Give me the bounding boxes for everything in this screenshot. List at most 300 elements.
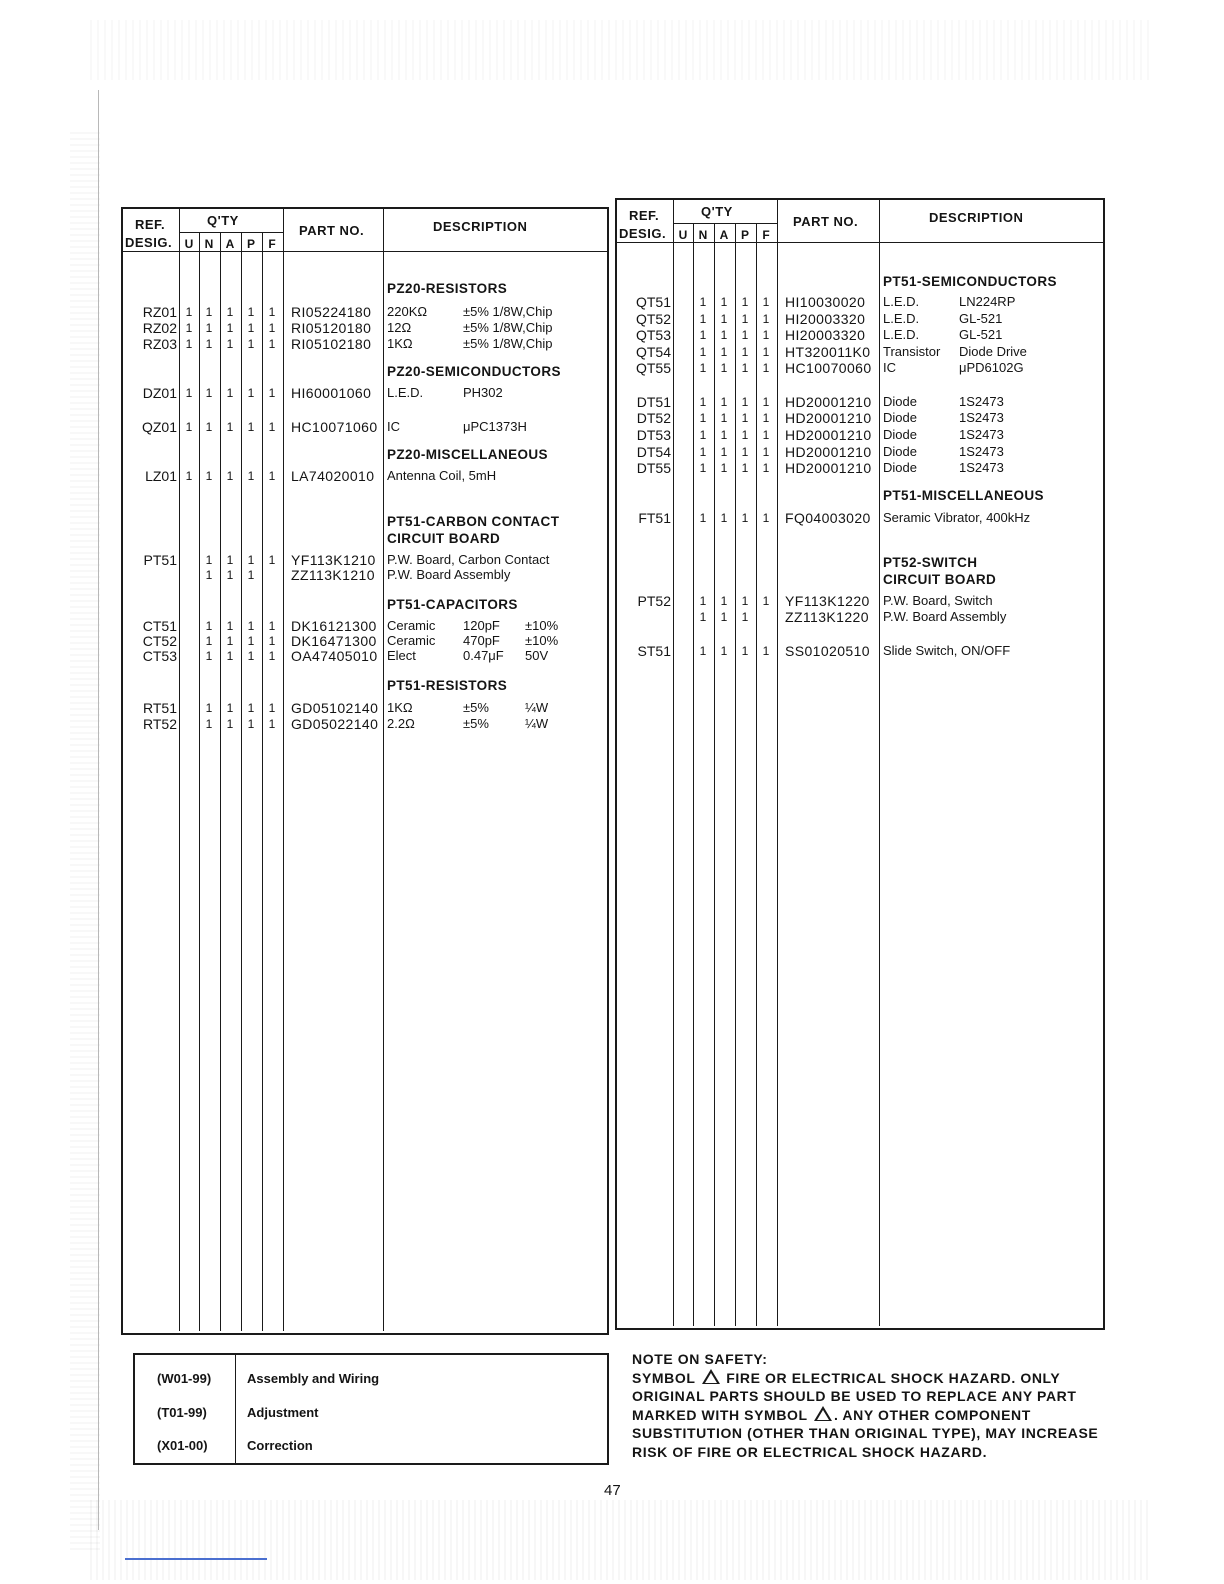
qty-cell: 1 — [247, 305, 255, 319]
qty-cell: 1 — [699, 428, 707, 442]
description-part: P.W. Board, Switch — [883, 593, 993, 608]
qty-cell: 1 — [226, 386, 234, 400]
table-row — [121, 385, 609, 401]
scan-noise-top — [90, 20, 1150, 80]
qty-cell: 1 — [741, 594, 749, 608]
description-part: L.E.D. — [883, 327, 920, 342]
description-part: L.E.D. — [883, 311, 920, 326]
qty-cell: 1 — [268, 469, 276, 483]
warning-triangle-icon — [814, 1406, 832, 1421]
qty-cell: 1 — [699, 461, 707, 475]
qty-cell: 1 — [720, 312, 728, 326]
description-part: Antenna Coil, 5mH — [387, 468, 497, 483]
safety-note-title: NOTE ON SAFETY: — [632, 1351, 768, 1367]
qty-cell: 1 — [205, 619, 213, 633]
qty-cell: 1 — [268, 337, 276, 351]
header-qty-col: F — [268, 237, 276, 251]
ref-designator: FT51 — [638, 510, 671, 526]
section-title: PZ20-RESISTORS — [387, 281, 508, 296]
parts-table-right — [615, 198, 1105, 1330]
ref-designator: RT51 — [143, 700, 177, 716]
qty-cell: 1 — [268, 553, 276, 567]
qty-cell: 1 — [205, 634, 213, 648]
description-part: Diode — [883, 427, 917, 442]
qty-cell: 1 — [762, 361, 770, 375]
description — [387, 320, 587, 336]
qty-cell: 1 — [741, 328, 749, 342]
description-part: Transistor — [883, 344, 941, 359]
ref-designator: PT51 — [143, 552, 177, 568]
header-qty-col: P — [740, 228, 749, 242]
qty-cell: 1 — [205, 553, 213, 567]
table-row — [615, 327, 1105, 343]
ref-designator: DT54 — [636, 444, 671, 460]
description-part: GL-521 — [959, 327, 1003, 342]
qty-cell: 1 — [720, 511, 728, 525]
header-ref: REF. — [629, 208, 660, 223]
qty-cell: 1 — [205, 717, 213, 731]
section-title: CIRCUIT BOARD — [883, 572, 997, 587]
qty-cell: 1 — [205, 321, 213, 335]
part-number: FQ04003020 — [785, 510, 871, 526]
description — [387, 700, 587, 716]
qty-cell: 1 — [762, 312, 770, 326]
qty-cell: 1 — [762, 461, 770, 475]
qty-cell: 1 — [185, 305, 193, 319]
description — [883, 360, 1024, 376]
qty-cell: 1 — [741, 610, 749, 624]
description — [387, 419, 587, 435]
part-number: YF113K1220 — [785, 593, 870, 609]
section-title: PT51-SEMICONDUCTORS — [883, 274, 1057, 289]
part-number: HT320011K0 — [785, 344, 871, 360]
ref-designator: RT52 — [143, 716, 177, 732]
table-row — [121, 567, 609, 583]
legend-text: Adjustment — [247, 1405, 319, 1420]
qty-cell: 1 — [247, 568, 255, 582]
qty-cell: 1 — [699, 594, 707, 608]
qty-cell: 1 — [226, 649, 234, 663]
description — [883, 410, 1021, 426]
description-part: μPD6102G — [959, 360, 1024, 375]
qty-cell: 1 — [226, 568, 234, 582]
part-number: YF113K1210 — [291, 552, 376, 568]
description-part: ¼W — [525, 700, 549, 715]
scan-noise-bottom — [90, 1500, 1150, 1580]
section-title: PZ20-MISCELLANEOUS — [387, 447, 548, 462]
description-part: Ceramic — [387, 633, 436, 648]
qty-cell: 1 — [762, 295, 770, 309]
qty-cell: 1 — [226, 305, 234, 319]
description-part: Elect — [387, 648, 416, 663]
qty-cell: 1 — [247, 701, 255, 715]
qty-cell: 1 — [699, 395, 707, 409]
table-row — [121, 633, 609, 649]
qty-cell: 1 — [205, 701, 213, 715]
parts-table-left — [121, 207, 609, 1335]
description — [883, 444, 1021, 460]
qty-cell: 1 — [247, 420, 255, 434]
qty-cell: 1 — [741, 361, 749, 375]
qty-cell: 1 — [741, 461, 749, 475]
part-number: RI05102180 — [291, 336, 372, 352]
column-rule — [693, 223, 694, 1326]
header-rule — [673, 223, 777, 224]
qty-cell: 1 — [268, 649, 276, 663]
qty-cell: 1 — [762, 511, 770, 525]
header-part-no: PART NO. — [299, 223, 365, 238]
part-number: HI20003320 — [785, 311, 866, 327]
qty-cell: 1 — [268, 634, 276, 648]
section-title: PZ20-SEMICONDUCTORS — [387, 364, 561, 379]
safety-note — [632, 1350, 1104, 1461]
qty-cell: 1 — [741, 312, 749, 326]
qty-cell: 1 — [699, 328, 707, 342]
description-part: 1S2473 — [959, 427, 1004, 442]
qty-cell: 1 — [226, 553, 234, 567]
header-qty-col: N — [698, 228, 708, 242]
description-part: Diode — [883, 394, 917, 409]
part-number: HI10030020 — [785, 294, 866, 310]
header-qty-col: F — [762, 228, 770, 242]
qty-cell: 1 — [720, 328, 728, 342]
description — [387, 648, 587, 664]
description-part: 12Ω — [387, 320, 412, 335]
description-part: 120pF — [463, 618, 500, 633]
description-part: Diode — [883, 460, 917, 475]
ref-designator: QT53 — [635, 327, 671, 343]
part-number: SS01020510 — [785, 643, 870, 659]
header-rule — [179, 232, 283, 233]
ref-designator: DT51 — [636, 394, 671, 410]
qty-cell: 1 — [762, 644, 770, 658]
qty-cell: 1 — [741, 345, 749, 359]
description-part: ±10% — [525, 633, 559, 648]
description — [883, 294, 1021, 310]
description-part: Slide Switch, ON/OFF — [883, 643, 1011, 658]
ref-designator: CT53 — [142, 648, 177, 664]
legend-code: (T01-99) — [157, 1405, 207, 1420]
part-number: HC10070060 — [785, 360, 872, 376]
qty-cell: 1 — [268, 386, 276, 400]
description-part: LN224RP — [959, 294, 1016, 309]
description-part: 470pF — [463, 633, 500, 648]
description — [387, 336, 587, 352]
qty-cell: 1 — [720, 395, 728, 409]
qty-cell: 1 — [720, 361, 728, 375]
header-qty-col: P — [246, 237, 255, 251]
part-number: ZZ113K1220 — [785, 609, 869, 625]
section-title: PT51-MISCELLANEOUS — [883, 488, 1044, 503]
description — [387, 618, 587, 634]
qty-cell: 1 — [762, 395, 770, 409]
qty-cell: 1 — [762, 594, 770, 608]
ref-designator: CT52 — [142, 633, 177, 649]
description — [883, 311, 1021, 327]
description-part: ±5% 1/8W,Chip — [463, 304, 553, 319]
table-row — [121, 618, 609, 634]
part-number: HD20001210 — [785, 444, 872, 460]
description-part: 1S2473 — [959, 410, 1004, 425]
header-qty: Q'TY — [701, 204, 733, 219]
description — [387, 633, 587, 649]
qty-cell: 1 — [699, 345, 707, 359]
part-number: RI05120180 — [291, 320, 372, 336]
part-number: HI60001060 — [291, 385, 372, 401]
part-number: HD20001210 — [785, 427, 872, 443]
header-desig: DESIG. — [125, 235, 173, 250]
qty-cell: 1 — [268, 321, 276, 335]
safety-note-text: FIRE OR ELECTRICAL SHOCK HAZARD. ONLY ORIGINAL PARTS SHOULD BE USED TO REPLACE ANY PART MARKED WITH SYMBOL — [632, 1369, 1077, 1423]
table-row — [121, 320, 609, 336]
table-row — [615, 643, 1105, 659]
header-rule — [615, 242, 1105, 243]
description — [387, 468, 496, 484]
column-rule — [179, 207, 180, 1331]
qty-cell: 1 — [699, 511, 707, 525]
scan-noise-left — [70, 130, 100, 1550]
qty-cell: 1 — [205, 568, 213, 582]
safety-note-text: . ANY OTHER COMPONENT SUBSTITUTION (OTHER THAN ORIGINAL TYPE), MAY INCREASE RISK OF FIRE OR ELECTRICAL SHOCK HAZARD. — [632, 1406, 1099, 1460]
qty-cell: 1 — [185, 337, 193, 351]
qty-cell: 1 — [720, 461, 728, 475]
table-row — [121, 716, 609, 732]
description-part: P.W. Board, Carbon Contact — [387, 552, 550, 567]
description-part: ±5% 1/8W,Chip — [463, 320, 553, 335]
qty-cell: 1 — [247, 553, 255, 567]
part-number: HD20001210 — [785, 394, 872, 410]
description-part: L.E.D. — [387, 385, 424, 400]
header-qty-col: A — [719, 228, 729, 242]
header-description: DESCRIPTION — [433, 219, 528, 234]
qty-cell: 1 — [247, 386, 255, 400]
qty-cell: 1 — [720, 345, 728, 359]
table-row — [615, 609, 1105, 625]
part-number: GD05022140 — [291, 716, 379, 732]
table-row — [615, 410, 1105, 426]
table-row — [615, 360, 1105, 376]
safety-note-text: SYMBOL — [632, 1369, 696, 1386]
qty-cell: 1 — [205, 337, 213, 351]
qty-cell: 1 — [268, 701, 276, 715]
legend-row — [135, 1395, 607, 1428]
part-number: LA74020010 — [291, 468, 375, 484]
qty-cell: 1 — [268, 717, 276, 731]
qty-cell: 1 — [699, 411, 707, 425]
table-row — [615, 593, 1105, 609]
header-ref: REF. — [135, 217, 166, 232]
description — [387, 385, 587, 401]
part-number: HI20003320 — [785, 327, 866, 343]
qty-cell: 1 — [185, 469, 193, 483]
description-part: μPC1373H — [463, 419, 527, 434]
qty-cell: 1 — [720, 295, 728, 309]
qty-cell: 1 — [699, 295, 707, 309]
qty-cell: 1 — [762, 345, 770, 359]
table-row — [121, 336, 609, 352]
description-part: GL-521 — [959, 311, 1003, 326]
ref-designator: RZ01 — [142, 304, 177, 320]
qty-cell: 1 — [720, 610, 728, 624]
part-number: DK16121300 — [291, 618, 377, 634]
ref-designator: ST51 — [637, 643, 671, 659]
description — [883, 394, 1021, 410]
qty-cell: 1 — [762, 328, 770, 342]
table-row — [121, 648, 609, 664]
page-number: 47 — [604, 1482, 621, 1499]
description-part: Diode — [883, 410, 917, 425]
header-description: DESCRIPTION — [929, 210, 1024, 225]
qty-cell: 1 — [741, 511, 749, 525]
description — [883, 460, 1021, 476]
qty-cell: 1 — [226, 321, 234, 335]
qty-cell: 1 — [247, 469, 255, 483]
description-part: 50V — [525, 648, 549, 663]
description-part: IC — [883, 360, 896, 375]
qty-cell: 1 — [205, 386, 213, 400]
qty-cell: 1 — [247, 337, 255, 351]
underline-mark — [125, 1558, 267, 1560]
qty-cell: 1 — [205, 469, 213, 483]
section-title: PT52-SWITCH — [883, 555, 978, 570]
ref-designator: QT52 — [635, 311, 671, 327]
description-part: ±5% — [463, 716, 489, 731]
description-part: ±5% 1/8W,Chip — [463, 336, 553, 351]
column-rule — [756, 223, 757, 1326]
description — [883, 593, 993, 609]
qty-cell: 1 — [699, 361, 707, 375]
table-row — [615, 394, 1105, 410]
part-number: OA47405010 — [291, 648, 378, 664]
qty-cell: 1 — [741, 644, 749, 658]
table-row — [121, 700, 609, 716]
column-rule — [735, 223, 736, 1326]
qty-cell: 1 — [268, 619, 276, 633]
description-part: 2.2Ω — [387, 716, 415, 731]
qty-cell: 1 — [720, 644, 728, 658]
description-part: 1KΩ — [387, 336, 413, 351]
qty-cell: 1 — [226, 420, 234, 434]
description-part: 0.47μF — [463, 648, 504, 663]
column-rule — [714, 223, 715, 1326]
qty-cell: 1 — [741, 411, 749, 425]
ref-designator: DT55 — [636, 460, 671, 476]
description — [387, 304, 587, 320]
description-part: PH302 — [463, 385, 503, 400]
table-row — [615, 344, 1105, 360]
qty-cell: 1 — [741, 445, 749, 459]
header-qty-col: A — [225, 237, 235, 251]
qty-cell: 1 — [268, 420, 276, 434]
table-row — [615, 427, 1105, 443]
column-rule — [283, 207, 284, 1331]
qty-cell: 1 — [762, 428, 770, 442]
qty-cell: 1 — [226, 634, 234, 648]
description — [883, 344, 1027, 360]
description-part: Seramic Vibrator, 400kHz — [883, 510, 1031, 525]
part-number: DK16471300 — [291, 633, 377, 649]
section-title: CIRCUIT BOARD — [387, 531, 501, 546]
description-part: ±10% — [525, 618, 559, 633]
part-number: HD20001210 — [785, 460, 872, 476]
qty-cell: 1 — [699, 644, 707, 658]
page-margin-line — [98, 90, 99, 1530]
qty-cell: 1 — [247, 717, 255, 731]
description-part: 1S2473 — [959, 460, 1004, 475]
qty-cell: 1 — [205, 420, 213, 434]
legend-row — [135, 1361, 607, 1394]
table-row — [615, 510, 1105, 526]
header-qty-col: U — [184, 237, 194, 251]
part-number: ZZ113K1210 — [291, 567, 375, 583]
table-row — [615, 294, 1105, 310]
section-title: PT51-CARBON CONTACT — [387, 514, 560, 529]
legend-text: Correction — [247, 1438, 313, 1453]
description-part: 220KΩ — [387, 304, 428, 319]
table-row — [121, 419, 609, 435]
ref-designator: PT52 — [637, 593, 671, 609]
header-desig: DESIG. — [619, 226, 667, 241]
description — [387, 567, 510, 583]
description-part: L.E.D. — [883, 294, 920, 309]
qty-cell: 1 — [762, 411, 770, 425]
table-row — [615, 311, 1105, 327]
table-row — [121, 468, 609, 484]
ref-designator: LZ01 — [145, 468, 177, 484]
revision-legend — [133, 1353, 609, 1465]
qty-cell: 1 — [226, 469, 234, 483]
header-qty: Q'TY — [207, 213, 239, 228]
qty-cell: 1 — [226, 717, 234, 731]
legend-row — [135, 1428, 607, 1461]
legend-code: (W01-99) — [157, 1371, 212, 1386]
section-title: PT51-CAPACITORS — [387, 597, 518, 612]
qty-cell: 1 — [741, 395, 749, 409]
table-row — [615, 460, 1105, 476]
qty-cell: 1 — [762, 445, 770, 459]
qty-cell: 1 — [247, 619, 255, 633]
warning-triangle-icon — [702, 1369, 720, 1384]
qty-cell: 1 — [720, 411, 728, 425]
qty-cell: 1 — [720, 428, 728, 442]
legend-text: Assembly and Wiring — [247, 1371, 380, 1386]
description-part: IC — [387, 419, 400, 434]
qty-cell: 1 — [226, 619, 234, 633]
description-part: Diode — [883, 444, 917, 459]
description-part: ±5% — [463, 700, 489, 715]
description — [883, 427, 1021, 443]
ref-designator: RZ02 — [142, 320, 177, 336]
description — [387, 716, 587, 732]
qty-cell: 1 — [699, 445, 707, 459]
description-part: Ceramic — [387, 618, 436, 633]
description-part: ¼W — [525, 716, 549, 731]
part-number: HC10071060 — [291, 419, 378, 435]
description-part: Diode Drive — [959, 344, 1027, 359]
qty-cell: 1 — [247, 321, 255, 335]
description-part: P.W. Board Assembly — [387, 567, 511, 582]
qty-cell: 1 — [185, 386, 193, 400]
description-part: 1S2473 — [959, 394, 1004, 409]
description-part: 1KΩ — [387, 700, 413, 715]
header-part-no: PART NO. — [793, 214, 859, 229]
table-row — [121, 552, 609, 568]
qty-cell: 1 — [741, 428, 749, 442]
description-part: P.W. Board Assembly — [883, 609, 1007, 624]
qty-cell: 1 — [247, 634, 255, 648]
qty-cell: 1 — [226, 337, 234, 351]
ref-designator: QT54 — [635, 344, 671, 360]
